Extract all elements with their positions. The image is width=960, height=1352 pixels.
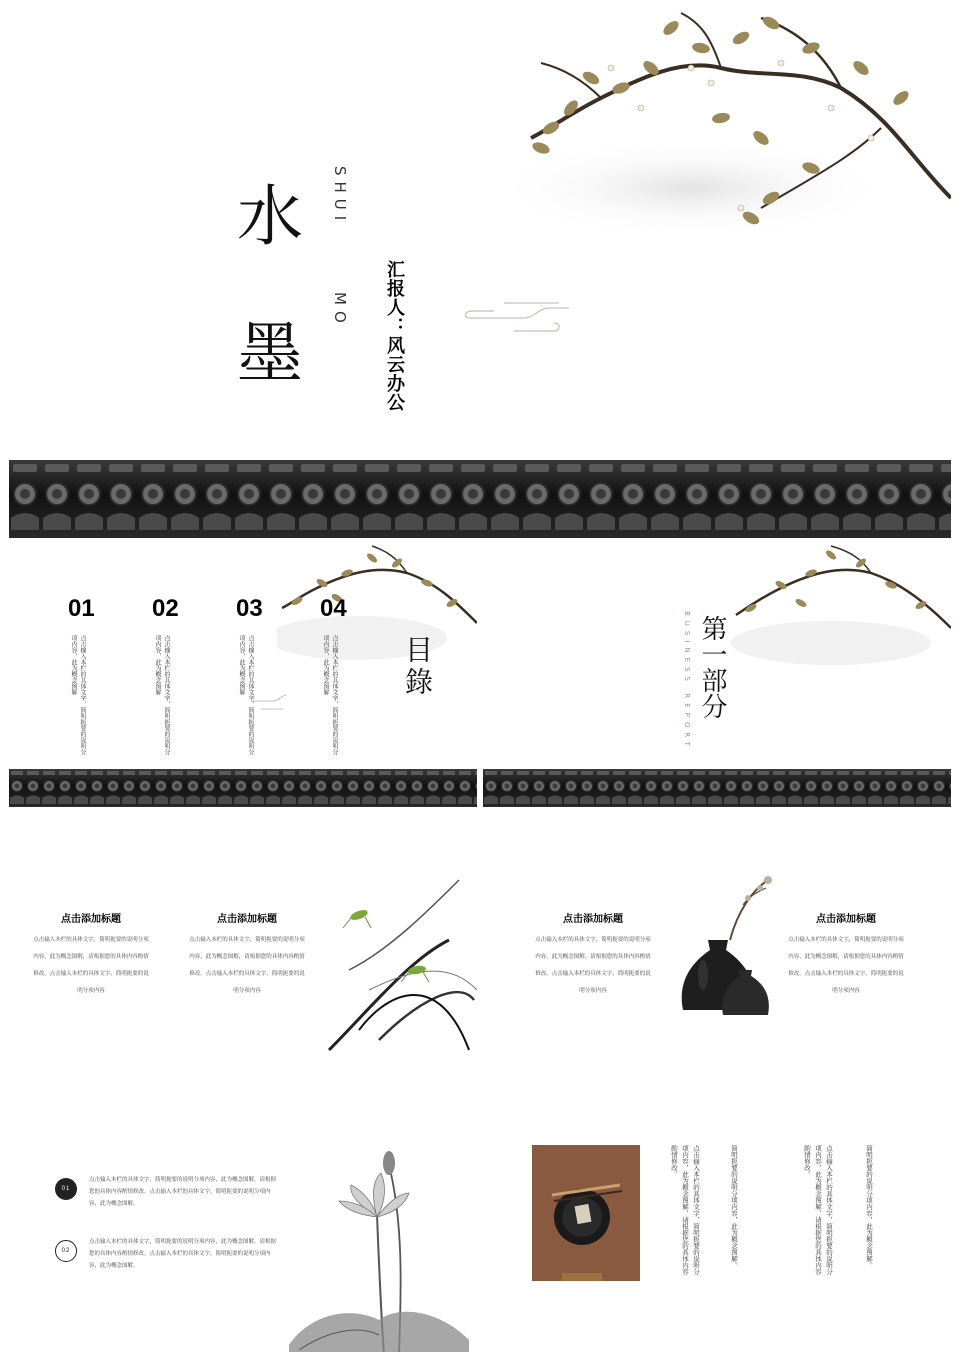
list-item-text-2: 点击输入本栏的具体文字，简明扼要的说明分项内容，此为概念图解，请根据您的具体内容酌情修改。点击输入本栏的具体文字，简明扼要的说明分项内容，此为概念图解。 bbox=[89, 1239, 277, 1269]
photo-slide bbox=[483, 1100, 951, 1352]
toc-number-1: 01 bbox=[68, 595, 95, 622]
roof-tile-pattern bbox=[9, 460, 951, 538]
card-title-3: 点击添加标题 bbox=[563, 914, 623, 925]
roof-tile-pattern bbox=[9, 769, 477, 807]
card-title-2: 点击添加标题 bbox=[217, 914, 277, 925]
lotus-illustration bbox=[289, 1145, 469, 1352]
toc-number-4: 04 bbox=[320, 595, 347, 622]
toc-number-2: 02 bbox=[152, 595, 179, 622]
toc-slide bbox=[9, 543, 477, 807]
cover-reporter: 汇报人：风云办公 bbox=[384, 260, 405, 412]
section-subtitle: BUSINESS REPORT bbox=[683, 611, 691, 751]
toc-number-3: 03 bbox=[236, 595, 263, 622]
toc-title: 目錄 bbox=[401, 635, 434, 699]
cloud-ornament bbox=[249, 691, 289, 715]
card-text-1: 点击输入本栏的具体文字，简明扼要的说明分项内容，此为概念图解，请根据您的具体内容酌情修改。点击输入本栏的具体文字，简明扼要的说明分项内容 bbox=[33, 937, 149, 994]
card-title-4: 点击添加标题 bbox=[816, 914, 876, 925]
photo-text-col-3: 点击输入本栏的具体文字，简明扼要的说明分项内容，此为概念图解，请根据您的具体内容酌情修改。 bbox=[803, 1145, 833, 1275]
section-slide bbox=[483, 543, 951, 807]
photo-text-col-4: 简明扼要的说明分项内容，此为概念图解。 bbox=[865, 1145, 873, 1269]
roof-tile-band bbox=[9, 769, 477, 807]
toc-item-text-4: 点击输入本栏的具体文字，简明扼要的说明分项内容，此为概念图解 bbox=[322, 635, 338, 755]
plum-branch-illustration bbox=[731, 543, 951, 673]
ink-stone-photo bbox=[532, 1145, 640, 1281]
list-slide bbox=[9, 1100, 477, 1352]
photo-text-col-1: 点击输入本栏的具体文字，简明扼要的说明分项内容，此为概念图解，请根据您的具体内容酌情修改。 bbox=[670, 1145, 700, 1275]
card-text-2: 点击输入本栏的具体文字，简明扼要的说明分项内容，此为概念图解，请根据您的具体内容酌情修改。点击输入本栏的具体文字，简明扼要的说明分项内容 bbox=[189, 937, 305, 994]
roof-tile-pattern bbox=[483, 769, 951, 807]
card-text-4: 点击输入本栏的具体文字，简明扼要的说明分项内容，此为概念图解，请根据您的具体内容酌情修改。点击输入本栏的具体文字，简明扼要的说明分项内容 bbox=[788, 937, 904, 994]
section-title: 第一部分 bbox=[697, 615, 727, 719]
toc-item-text-2: 点击输入本栏的具体文字，简明扼要的说明分项内容，此为概念图解 bbox=[154, 635, 170, 755]
cloud-ornament bbox=[464, 293, 574, 343]
plum-branch-illustration bbox=[511, 8, 951, 248]
cover-pinyin-2: MO bbox=[331, 292, 349, 329]
cards-slide-left bbox=[9, 820, 477, 1084]
black-vase-illustration bbox=[668, 870, 788, 1020]
cover-title-char-1: 水 bbox=[237, 178, 303, 255]
card-title-1: 点击添加标题 bbox=[61, 914, 121, 925]
toc-item-text-1: 点击输入本栏的具体文字，简明扼要的说明分项内容，此为概念图解 bbox=[70, 635, 86, 755]
toc-item-text-3: 点击输入本栏的具体文字，简明扼要的说明分项内容，此为概念图解 bbox=[238, 635, 254, 755]
cards-slide-right bbox=[483, 820, 951, 1084]
cover-title-char-2: 墨 bbox=[237, 315, 303, 392]
cover-pinyin-1: SHUI bbox=[331, 166, 349, 227]
list-item-text-1: 点击输入本栏的具体文字，简明扼要的说明分项内容，此为概念图解，请根据您的具体内容酌情修改。点击输入本栏的具体文字，简明扼要的说明分项内容，此为概念图解。 bbox=[89, 1177, 277, 1207]
photo-text-col-2: 简明扼要的说明分项内容，此为概念图解。 bbox=[730, 1145, 738, 1269]
plum-branch-illustration bbox=[277, 543, 477, 663]
roof-tile-band bbox=[9, 460, 951, 538]
list-item-number-1: 01 bbox=[55, 1178, 77, 1200]
card-text-3: 点击输入本栏的具体文字，简明扼要的说明分项内容，此为概念图解，请根据您的具体内容酌情修改。点击输入本栏的具体文字，简明扼要的说明分项内容 bbox=[535, 937, 651, 994]
list-item-number-2: 02 bbox=[55, 1240, 77, 1262]
grasshopper-grass-illustration bbox=[309, 870, 477, 1070]
roof-tile-band bbox=[483, 769, 951, 807]
cover-slide bbox=[9, 8, 951, 538]
